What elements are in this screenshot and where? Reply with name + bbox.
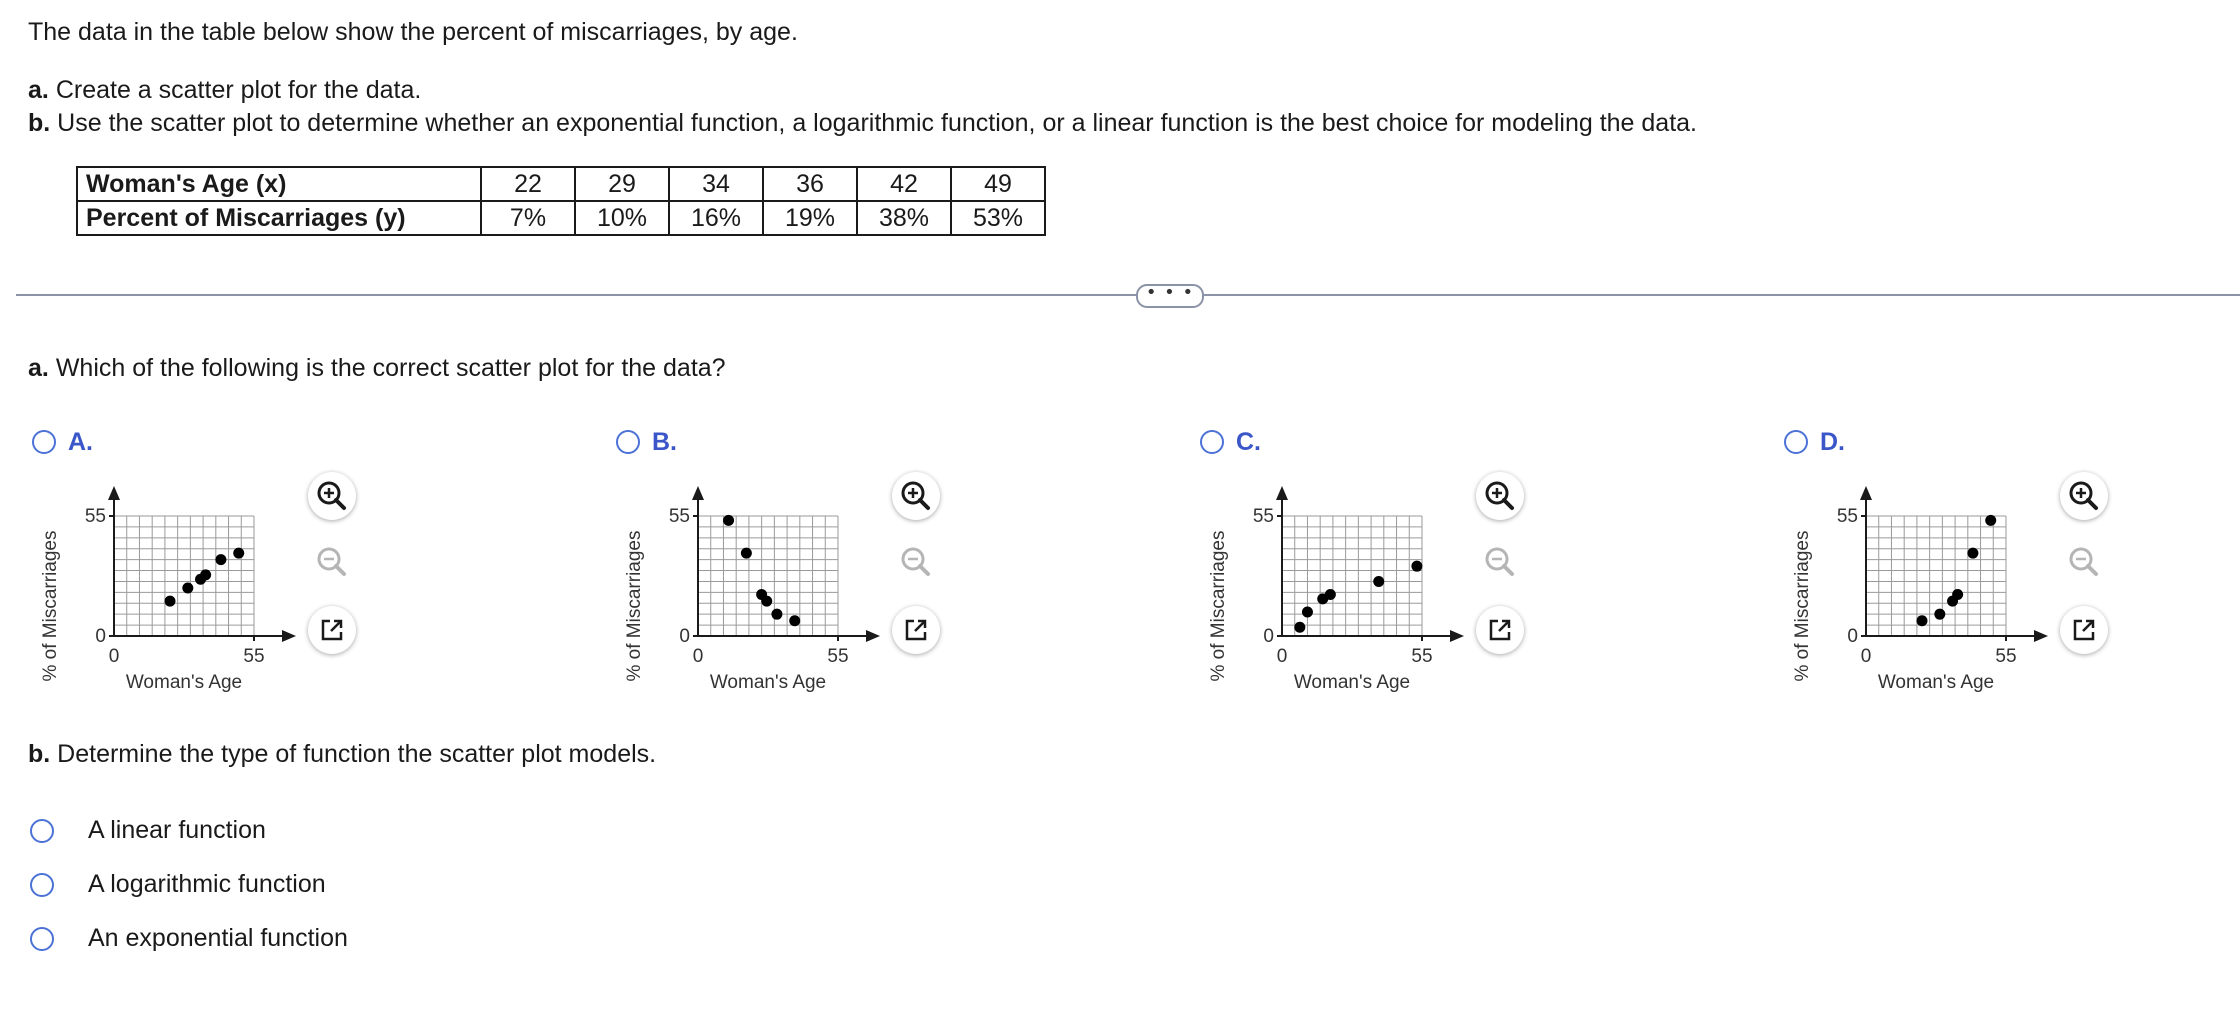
option-c (1184, 426, 1744, 706)
choice-exponential-label[interactable]: An exponential function (88, 924, 348, 952)
part-a-instruction (28, 76, 421, 105)
y-tick-label: 55 (84, 506, 106, 527)
x-tick-label: 0 (692, 646, 704, 667)
scatter-plot-a (16, 466, 316, 706)
part-a-label: a. (28, 76, 49, 104)
x-axis-arrow (282, 630, 296, 642)
question-a-text: Which of the following is the correct scatter plot for the data? (55, 354, 726, 382)
zoom-in-icon (892, 472, 940, 520)
scatter-plot-b (600, 466, 900, 706)
data-point (215, 554, 226, 565)
age-cell: 22 (481, 167, 575, 201)
choice-logarithmic-label[interactable]: A logarithmic function (88, 870, 326, 898)
row-header-age: Woman's Age (x) (77, 167, 481, 201)
option-b-letter: B. (652, 428, 677, 456)
x-axis-label: Woman's Age (709, 672, 827, 693)
zoom-in-icon (2060, 472, 2108, 520)
popout-icon (308, 606, 356, 654)
data-point (789, 615, 800, 626)
data-point (1967, 548, 1978, 559)
x-tick-label: 55 (1411, 646, 1433, 667)
data-point (165, 596, 176, 607)
option-d-letter: D. (1820, 428, 1845, 456)
scatter-plot-d (1768, 466, 2068, 706)
data-point (1302, 607, 1313, 618)
data-point (1373, 576, 1384, 587)
zoom-out-icon (308, 538, 356, 586)
option-d (1768, 426, 2240, 706)
y-axis-label: % of Miscarriages (40, 530, 61, 682)
data-point (1934, 609, 1945, 620)
x-axis-arrow (1450, 630, 1464, 642)
zoom-in-button[interactable] (2060, 472, 2108, 520)
percent-cell: 16% (669, 201, 763, 235)
data-point (771, 609, 782, 620)
y-tick-label: 55 (668, 506, 690, 527)
part-b-label: b. (28, 109, 51, 137)
y-axis-label: % of Miscarriages (624, 530, 645, 682)
zoom-in-button[interactable] (892, 472, 940, 520)
intro-text: The data in the table below show the percent of miscarriages, by age. (28, 18, 798, 46)
option-d-radio[interactable] (1784, 430, 1808, 454)
data-point (741, 548, 752, 559)
zoom-out-button[interactable] (308, 538, 356, 586)
data-point (1917, 615, 1928, 626)
question-a (28, 354, 726, 383)
row-header-percent: Percent of Miscarriages (y) (77, 201, 481, 235)
question-a-label: a. (28, 354, 49, 382)
part-a-text: Create a scatter plot for the data. (55, 76, 422, 104)
data-point (233, 548, 244, 559)
expand-more-button[interactable]: • • • (1136, 284, 1204, 308)
y-tick-label: 0 (679, 626, 690, 647)
choice-exponential-radio[interactable] (30, 927, 54, 951)
data-point (1411, 561, 1422, 572)
question-b-label: b. (28, 740, 51, 768)
option-a-radio[interactable] (32, 430, 56, 454)
scatter-plot-c (1184, 466, 1484, 706)
data-point (723, 515, 734, 526)
age-cell: 42 (857, 167, 951, 201)
option-a-letter: A. (68, 428, 93, 456)
data-point (1325, 589, 1336, 600)
data-point (182, 583, 193, 594)
x-axis-label: Woman's Age (1877, 672, 1995, 693)
x-tick-label: 55 (827, 646, 849, 667)
data-point (1294, 622, 1305, 633)
zoom-out-icon (1476, 538, 1524, 586)
y-tick-label: 55 (1836, 506, 1858, 527)
zoom-out-button[interactable] (892, 538, 940, 586)
choice-logarithmic-radio[interactable] (30, 873, 54, 897)
x-axis-arrow (2034, 630, 2048, 642)
y-axis-arrow (692, 486, 704, 500)
data-table (76, 166, 1046, 236)
data-point (761, 596, 772, 607)
popout-icon (892, 606, 940, 654)
question-b-text: Determine the type of function the scatter plot models. (57, 740, 657, 768)
zoom-in-icon (308, 472, 356, 520)
y-axis-arrow (108, 486, 120, 500)
zoom-in-icon (1476, 472, 1524, 520)
age-cell: 29 (575, 167, 669, 201)
age-cell: 36 (763, 167, 857, 201)
x-axis-arrow (866, 630, 880, 642)
choice-linear-label[interactable]: A linear function (88, 816, 266, 844)
y-tick-label: 0 (1263, 626, 1274, 647)
option-c-radio[interactable] (1200, 430, 1224, 454)
popout-button[interactable] (1476, 606, 1524, 654)
x-tick-label: 55 (243, 646, 265, 667)
section-divider (16, 294, 2240, 296)
data-point (1952, 589, 1963, 600)
y-axis-arrow (1860, 486, 1872, 500)
zoom-out-icon (2060, 538, 2108, 586)
y-axis-label: % of Miscarriages (1792, 530, 1813, 682)
data-point (1985, 515, 1996, 526)
x-tick-label: 0 (1276, 646, 1288, 667)
x-axis-label: Woman's Age (125, 672, 243, 693)
x-tick-label: 0 (1860, 646, 1872, 667)
x-axis-label: Woman's Age (1293, 672, 1411, 693)
zoom-in-button[interactable] (308, 472, 356, 520)
popout-button[interactable] (892, 606, 940, 654)
x-tick-label: 55 (1995, 646, 2017, 667)
popout-icon (1476, 606, 1524, 654)
data-point (200, 569, 211, 580)
popout-button[interactable] (308, 606, 356, 654)
y-tick-label: 0 (1847, 626, 1858, 647)
age-cell: 49 (951, 167, 1045, 201)
percent-cell: 10% (575, 201, 669, 235)
part-b-text: Use the scatter plot to determine whether an exponential function, a logarithmic function, or a linear function is the best choice for modeling the data. (57, 109, 1698, 137)
percent-cell: 19% (763, 201, 857, 235)
popout-button[interactable] (2060, 606, 2108, 654)
x-tick-label: 0 (108, 646, 120, 667)
percent-cell: 53% (951, 201, 1045, 235)
part-b-instruction (28, 109, 1697, 138)
option-c-letter: C. (1236, 428, 1261, 456)
option-b-radio[interactable] (616, 430, 640, 454)
percent-cell: 38% (857, 201, 951, 235)
y-axis-arrow (1276, 486, 1288, 500)
popout-icon (2060, 606, 2108, 654)
table-row-percent (77, 201, 1045, 235)
option-b (600, 426, 1160, 706)
question-b (28, 740, 656, 769)
zoom-out-icon (892, 538, 940, 586)
choice-linear-radio[interactable] (30, 819, 54, 843)
zoom-out-button[interactable] (2060, 538, 2108, 586)
y-axis-label: % of Miscarriages (1208, 530, 1229, 682)
option-a (16, 426, 576, 706)
y-tick-label: 55 (1252, 506, 1274, 527)
y-tick-label: 0 (95, 626, 106, 647)
zoom-out-button[interactable] (1476, 538, 1524, 586)
table-row-age (77, 167, 1045, 201)
percent-cell: 7% (481, 201, 575, 235)
age-cell: 34 (669, 167, 763, 201)
zoom-in-button[interactable] (1476, 472, 1524, 520)
